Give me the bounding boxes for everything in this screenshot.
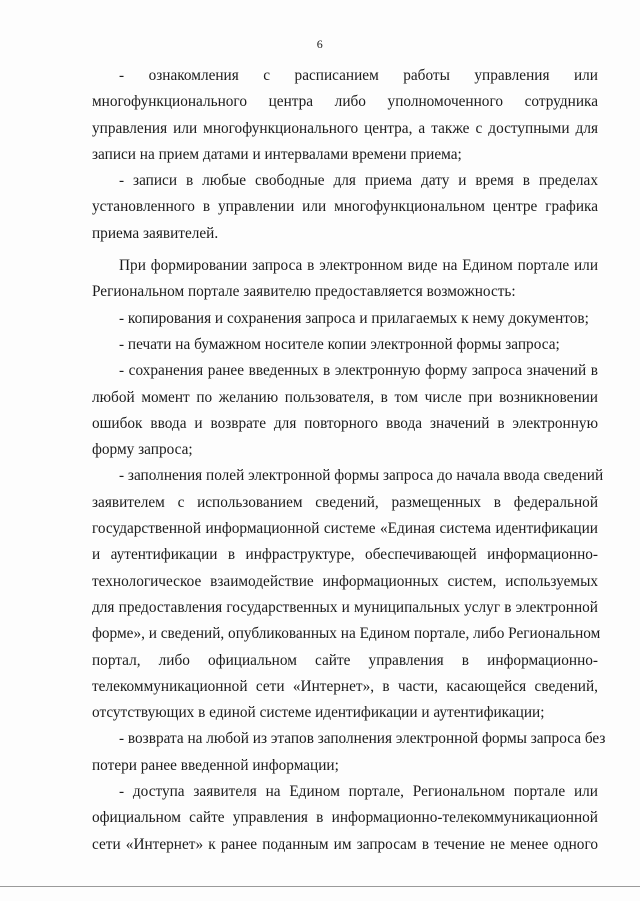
list-item: - печати на бумажном носителе копии электронной формы запроса; [119, 335, 560, 353]
text-line: заявителем с использованием сведений, размещенных в федеральной [92, 493, 598, 511]
text-line: форме», и сведений, опубликованных на Едином портале, либо Региональном [92, 625, 601, 643]
list-item: - копирования и сохранения запроса и прилагаемых к нему документов; [119, 309, 589, 327]
text-line: - ознакомления с расписанием работы управления или [119, 67, 598, 84]
text-line: установленного в управлении или многофункциональном центре графика [92, 198, 598, 216]
paragraph-lead-line: При формировании запроса в электронном виде на Едином портале или [119, 257, 598, 275]
text-line: Региональном портале заявителю предоставляется возможность: [92, 283, 516, 301]
text-line: многофункционального центра либо уполномоченного сотрудника [92, 93, 598, 111]
text-line: официальном сайте управления в информационно-телекоммуникационной [92, 809, 598, 827]
text-line: и аутентификации в инфраструктуре, обеспечивающей информационно- [92, 546, 598, 564]
text-line: любой момент по желанию пользователя, в том числе при возникновении [92, 388, 598, 406]
text-line: технологическое взаимодействие информационных систем, используемых [92, 572, 598, 590]
text-line: сети «Интернет» к ранее поданным им запросам в течение не менее одного [92, 835, 598, 853]
text-line: приема заявителей. [92, 224, 219, 242]
text-line: управления или многофункционального центра, а также с доступными для [92, 119, 598, 137]
text-line: портал, либо официальном сайте управления в информационно- [92, 651, 598, 669]
text-line: ошибок ввода и возврате для повторного ввода значений в электронную [92, 414, 598, 432]
list-item: - заполнения полей электронной формы запроса до начала ввода сведений [119, 467, 604, 485]
text-line: телекоммуникационной сети «Интернет», в части, касающейся сведений, [92, 677, 598, 695]
text-line: - записи в любые свободные для приема дату и время в пределах [119, 172, 598, 190]
list-item: - доступа заявителя на Едином портале, Региональном портале или [119, 783, 598, 801]
text-line: форму запроса; [92, 441, 193, 459]
document-body [92, 63, 606, 858]
text-line: для предоставления государственных и муниципальных услуг в электронной [92, 598, 598, 616]
scan-edge-line [0, 886, 640, 887]
page-number: 6 [316, 37, 324, 51]
list-item: - возврата на любой из этапов заполнения электронной формы запроса без [119, 730, 606, 748]
list-item: - сохранения ранее введенных в электронную форму запроса значений в [119, 362, 598, 380]
text-line: потери ранее введенной информации; [92, 756, 339, 774]
text-line: государственной информационной системе «Единая система идентификации [92, 520, 598, 538]
text-line: записи на прием датами и интервалами времени приема; [92, 145, 462, 163]
text-line: отсутствующих в единой системе идентификации и аутентификации; [92, 704, 545, 722]
